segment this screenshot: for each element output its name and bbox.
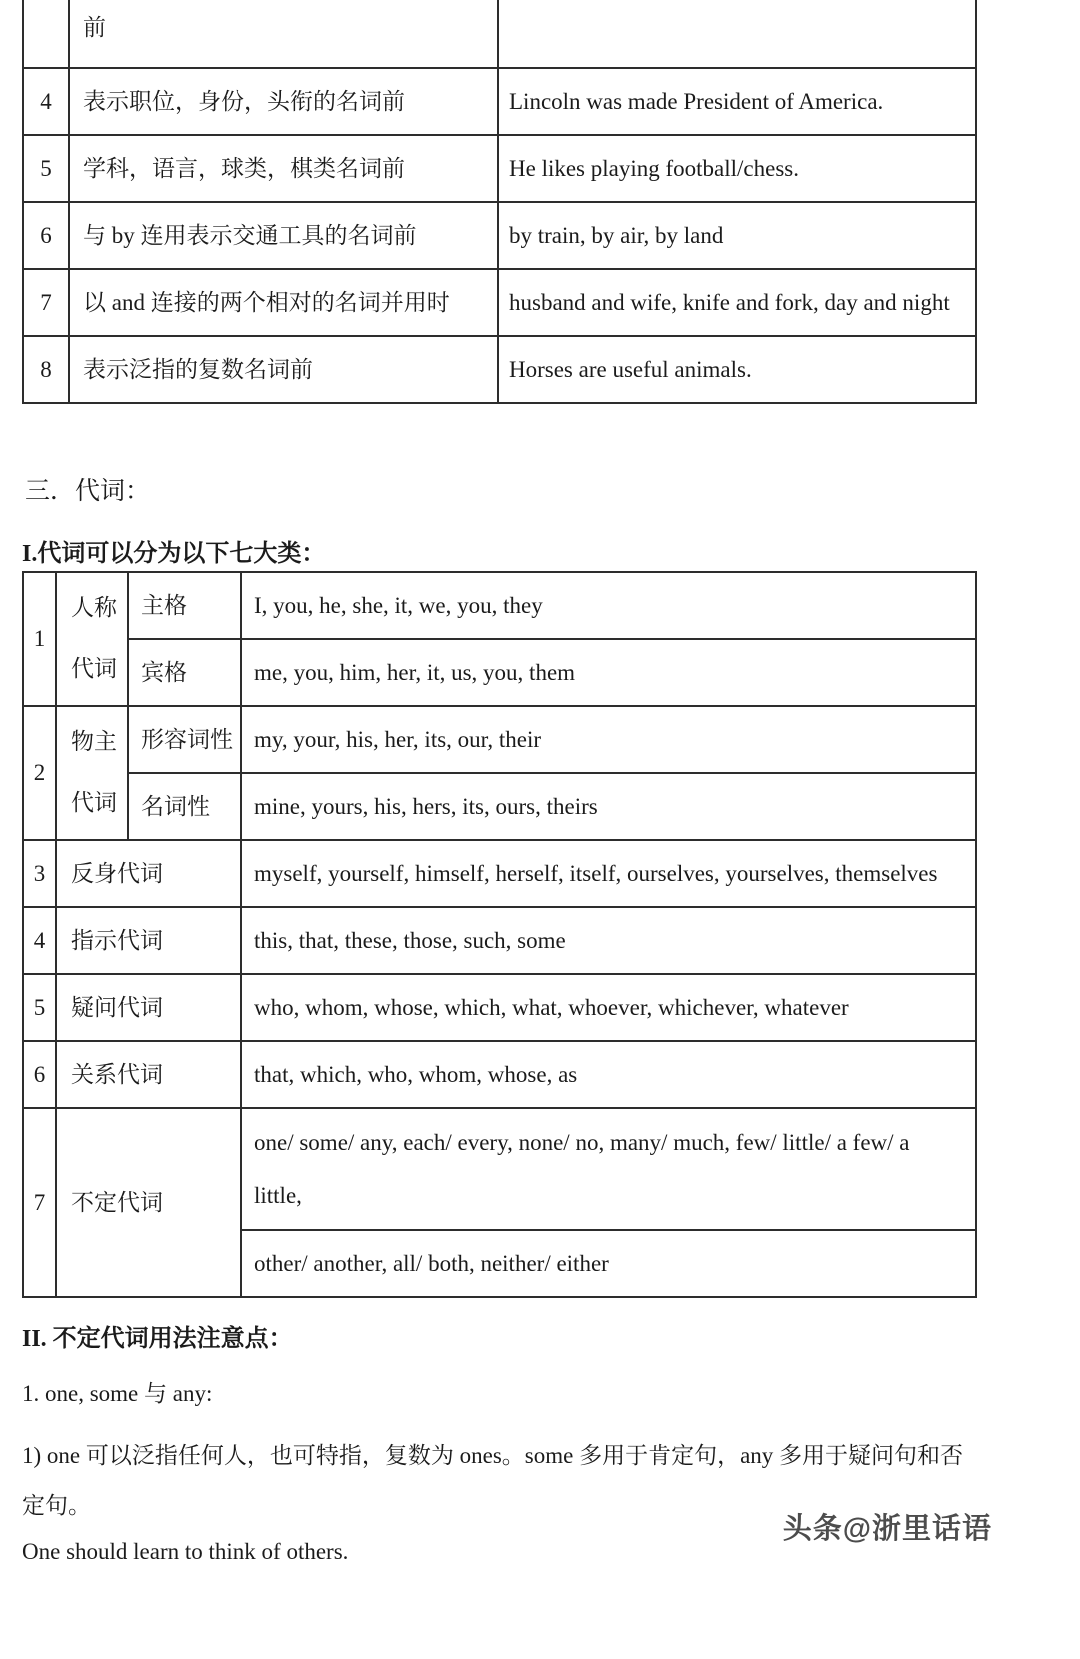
content-cell: this, that, these, those, such, some [241,907,976,974]
example-cell: Horses are useful animals. [498,336,976,403]
watermark: 头条@浙里话语 [782,1513,992,1545]
table-row [23,639,976,706]
content-cell: me, you, him, her, it, us, you, them [241,639,976,706]
row-number: 7 [23,1108,56,1297]
category-cell: 反身代词 [56,840,241,907]
table-row [23,1108,976,1230]
table-row [23,706,976,773]
articles-usage-table [22,0,977,404]
table-row [23,974,976,1041]
subtype-cell: 形容词性 [128,706,241,773]
row-number: 4 [23,907,56,974]
section-heading: 三．代词： [25,478,151,505]
content-cell: myself, yourself, himself, herself, itself, ourselves, yourselves, themselves [241,840,976,907]
usage-cell: 与 by 连用表示交通工具的名词前 [69,202,498,269]
table-row [23,572,976,639]
example-cell [498,0,976,68]
notes-heading: II. 不定代词用法注意点： [22,1326,293,1352]
category-cell: 物主代词 [56,706,128,840]
example-sentence: One should learn to think of others. [22,1539,349,1564]
row-number: 5 [23,135,69,202]
row-number: 4 [23,68,69,135]
row-number: 8 [23,336,69,403]
row-number [23,0,69,68]
table-row [23,336,976,403]
table-row [23,202,976,269]
usage-cell: 前 [69,0,498,68]
table-row [23,773,976,840]
content-cell: one/ some/ any, each/ every, none/ no, many/ much, few/ little/ a few/ a little, [241,1108,976,1230]
usage-cell: 表示职位，身份，头衔的名词前 [69,68,498,135]
content-cell: who, whom, whose, which, what, whoever, whichever, whatever [241,974,976,1041]
category-cell: 不定代词 [56,1108,241,1297]
category-cell: 人称代词 [56,572,128,706]
category-cell: 疑问代词 [56,974,241,1041]
example-cell: by train, by air, by land [498,202,976,269]
row-number: 5 [23,974,56,1041]
row-number: 2 [23,706,56,840]
example-cell: husband and wife, knife and fork, day and night [498,269,976,336]
usage-cell: 以 and 连接的两个相对的名词并用时 [69,269,498,336]
example-cell: He likes playing football/chess. [498,135,976,202]
table-row [23,68,976,135]
table-row [23,1041,976,1108]
content-cell: that, which, who, whom, whose, as [241,1041,976,1108]
content-cell: my, your, his, her, its, our, their [241,706,976,773]
usage-cell: 表示泛指的复数名词前 [69,336,498,403]
pronoun-classes-heading: I.代词可以分为以下七大类： [22,541,326,567]
table-row [23,269,976,336]
example-cell: Lincoln was made President of America. [498,68,976,135]
note-point: 1. one, some 与 any: [22,1381,213,1406]
table-row [23,840,976,907]
subtype-cell: 名词性 [128,773,241,840]
subtype-cell: 主格 [128,572,241,639]
table-row [23,0,976,68]
usage-cell: 学科，语言，球类，棋类名词前 [69,135,498,202]
row-number: 1 [23,572,56,706]
category-cell: 指示代词 [56,907,241,974]
row-number: 3 [23,840,56,907]
content-cell: mine, yours, his, hers, its, ours, theirs [241,773,976,840]
category-cell: 关系代词 [56,1041,241,1108]
content-cell: other/ another, all/ both, neither/ either [241,1230,976,1297]
note-detail: 1) one 可以泛指任何人，也可特指，复数为 ones。some 多用于肯定句，any 多用于疑问句和否定句。 [22,1443,964,1518]
subtype-cell: 宾格 [128,639,241,706]
table-row [23,135,976,202]
row-number: 6 [23,1041,56,1108]
row-number: 6 [23,202,69,269]
content-cell: I, you, he, she, it, we, you, they [241,572,976,639]
pronoun-classification-table [22,571,977,1298]
table-row [23,907,976,974]
row-number: 7 [23,269,69,336]
